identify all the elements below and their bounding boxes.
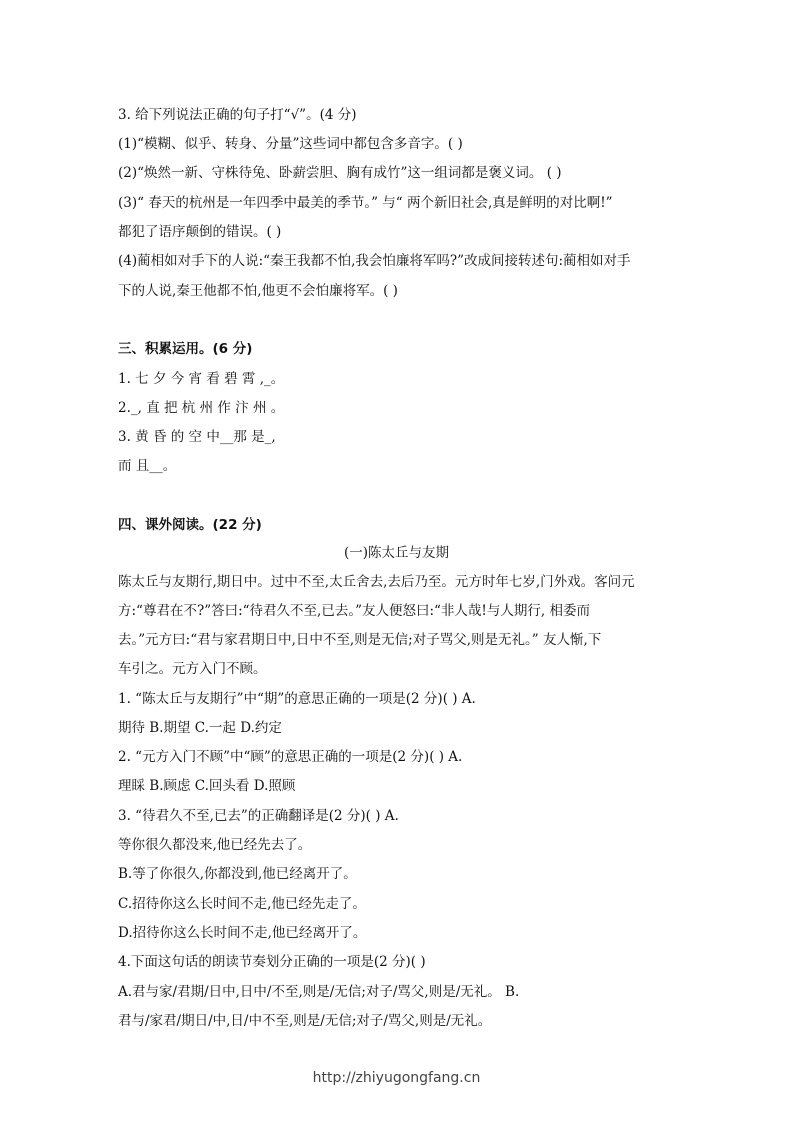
question-line: 1. “陈太丘与友期行”中“期”的意思正确的一项是(2 分)( ) A. <box>118 691 476 707</box>
footer-url[interactable]: http://zhiyugongfang.cn <box>312 1070 481 1086</box>
section-heading: 四、课外阅读。(22 分) <box>118 517 262 533</box>
question-line: 3. “待君久不至,已去”的正确翻译是(2 分)( ) A. <box>118 808 399 824</box>
question-line: 下的人说,秦王他都不怕,他更不会怕廉将军。( ) <box>118 283 398 299</box>
fill-blank-line: 而 且__。 <box>118 458 177 474</box>
question-line: (1)“模糊、似乎、转身、分量”这些词中都包含多音字。( ) <box>118 136 463 152</box>
fill-blank-line: 1. 七 夕 今 宵 看 碧 霄 ,_。 <box>118 371 285 387</box>
question-line: 理睬 B.顾虑 C.回头看 D.照顾 <box>118 778 296 794</box>
question-line: B.等了你很久,你都没到,他已经离开了。 <box>118 866 357 882</box>
question-line: (2)“焕然一新、守株待兔、卧薪尝胆、胸有成竹”这一组词都是褒义词。 ( ) <box>118 165 562 181</box>
passage-line: 陈太丘与友期行,期日中。过中不至,太丘舍去,去后乃至。元方时年七岁,门外戏。客问元 <box>118 574 635 590</box>
question-line: (3)“ 春天的杭州是一年四季中最美的季节。” 与“ 两个新旧社会,真是鲜明的对比啊!” <box>118 195 613 211</box>
question-line: 等你很久都没来,他已经先去了。 <box>118 837 312 853</box>
question-line: 2. “元方入门不顾”中“顾”的意思正确的一项是(2 分)( ) A. <box>118 749 463 765</box>
passage-title: (一)陈太丘与友期 <box>343 545 450 561</box>
question-line: 4.下面这句话的朗读节奏划分正确的一项是(2 分)( ) <box>118 954 426 970</box>
question-line: 都犯了语序颠倒的错误。( ) <box>118 224 282 240</box>
question-title: 3. 给下列说法正确的句子打“√”。(4 分) <box>118 107 357 123</box>
question-line: A.君与家/君期/日中,日中/不至,则是/无信;对子/骂父,则是/无礼。 B. <box>118 984 520 1000</box>
question-line: 期待 B.期望 C.一起 D.约定 <box>118 720 282 736</box>
question-line: (4)蔺相如对手下的人说:“秦王我都不怕,我会怕廉将军吗?”改成间接转述句:蔺相如对手 <box>118 253 631 269</box>
question-line: C.招待你这么长时间不走,他已经先走了。 <box>118 896 366 912</box>
passage-line: 车引之。元方入门不顾。 <box>118 661 267 677</box>
question-line: D.招待你这么长时间不走,他已经离开了。 <box>118 925 367 941</box>
fill-blank-line: 3. 黄 昏 的 空 中__那 是_, <box>118 429 276 445</box>
passage-line: 去。”元方曰:“君与家君期日中,日中不至,则是无信;对子骂父,则是无礼。” 友人惭,下 <box>118 632 602 648</box>
passage-line: 方:“尊君在不?”答曰:“待君久不至,已去。”友人便怒曰:“非人哉!与人期行, 相委而 <box>118 603 590 619</box>
section-heading: 三、积累运用。(6 分) <box>118 341 253 357</box>
fill-blank-line: 2._, 直 把 杭 州 作 汴 州 。 <box>118 400 285 416</box>
question-line: 君与/家君/期日/中,日/中不至,则是/无信;对子/骂父,则是/无礼。 <box>118 1013 492 1029</box>
